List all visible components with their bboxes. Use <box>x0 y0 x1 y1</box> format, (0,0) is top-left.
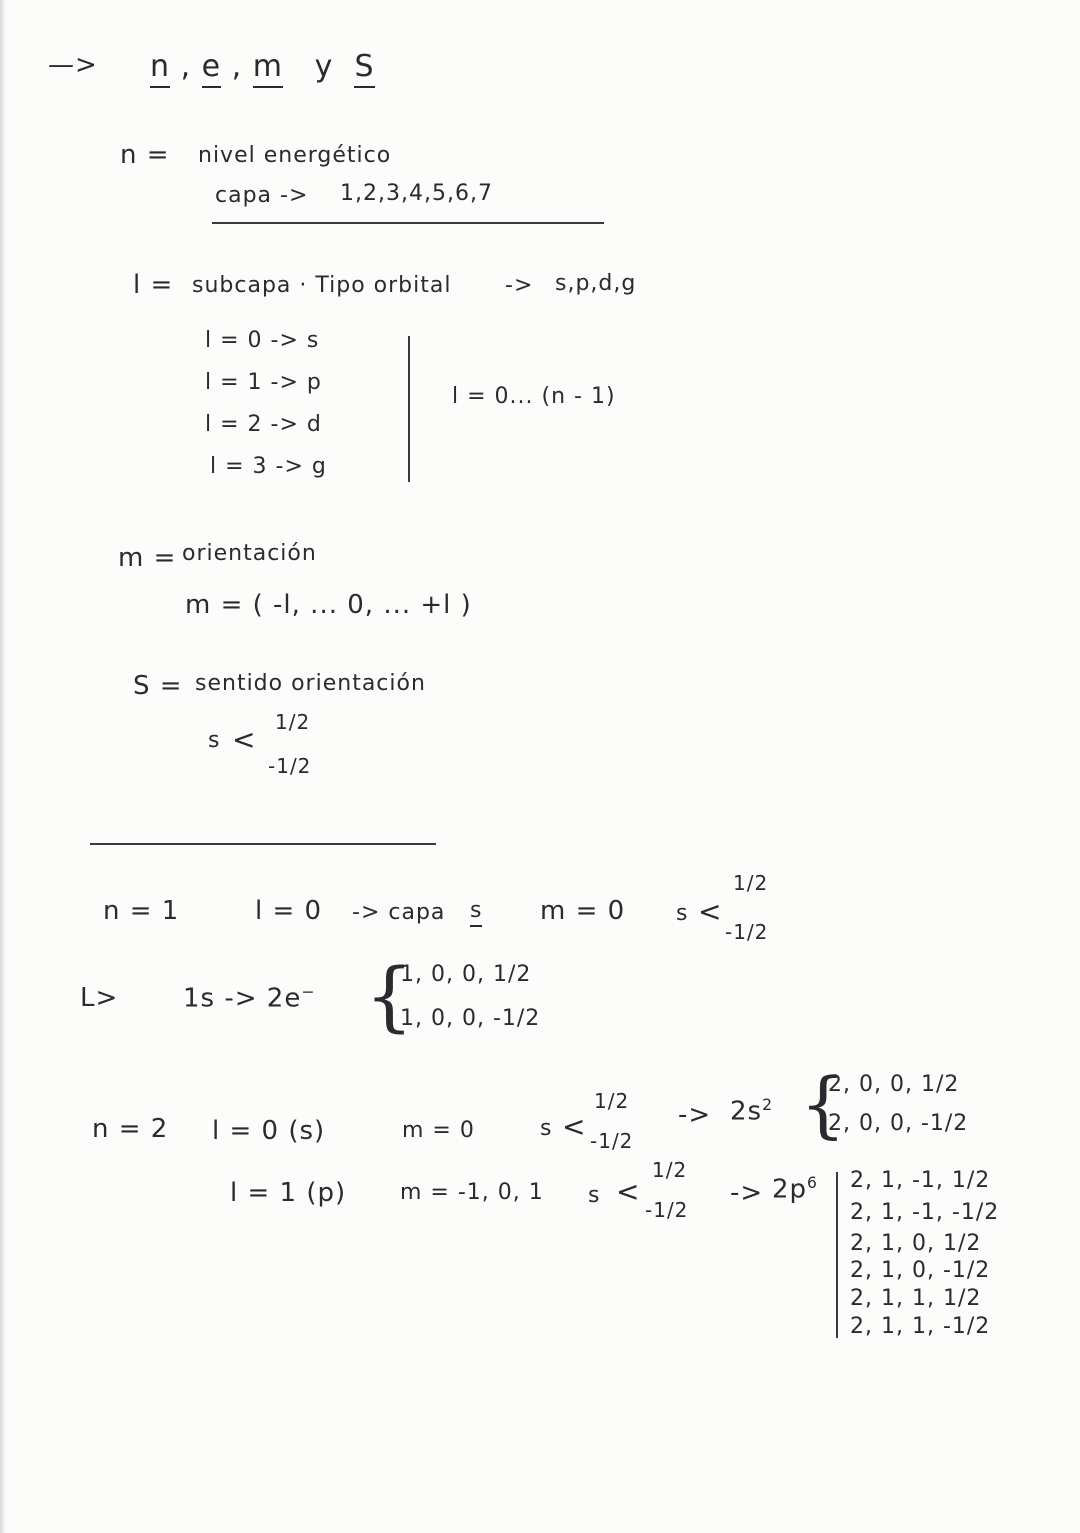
title-n: n <box>150 49 170 88</box>
n-def-label: n = <box>120 140 170 170</box>
l-range: l = 0... (n - 1) <box>452 384 616 409</box>
l-row-0: l = 0 -> s <box>205 328 320 353</box>
n2-s-s: s <box>540 1116 553 1141</box>
n1-s: s <box>676 901 689 926</box>
n2-s-m: m = 0 <box>402 1118 475 1143</box>
s-def-branch-icon: < <box>232 723 257 756</box>
n2-p-branch-icon: < <box>616 1175 641 1208</box>
n2-s-minus: -1/2 <box>590 1129 634 1153</box>
n-capa-underline <box>212 222 604 224</box>
n2-s-set-1: 2, 0, 0, -1/2 <box>828 1111 969 1136</box>
n1-capa-s <box>470 900 482 922</box>
n2-p-plus: 1/2 <box>652 1158 688 1182</box>
l-row-3: l = 3 -> g <box>210 454 327 479</box>
n-capa-values: 1,2,3,4,5,6,7 <box>340 181 493 206</box>
s-def-label: S = <box>133 671 183 701</box>
n2-p-set-0: 2, 1, -1, 1/2 <box>850 1168 991 1193</box>
n-def-text: nivel energético <box>198 143 392 168</box>
n2-s-orbital-text: 2s <box>730 1096 763 1127</box>
title-m: m <box>253 49 283 88</box>
n2-p-set-4: 2, 1, 1, 1/2 <box>850 1286 982 1311</box>
n1-s-plus: 1/2 <box>733 871 769 895</box>
title-sep-1: , <box>180 49 192 84</box>
title-arrow: —> <box>48 50 98 80</box>
s-def-minus: -1/2 <box>268 754 312 778</box>
n2-p-orbital <box>772 1176 818 1203</box>
m-formula: m = ( -l, ... 0, ... +l ) <box>185 590 472 620</box>
n2-s-plus: 1/2 <box>594 1089 630 1113</box>
title-line <box>150 49 375 84</box>
n1-m: m = 0 <box>540 896 626 926</box>
n1-set-1: 1, 0, 0, -1/2 <box>400 1006 541 1031</box>
n1-brace: { <box>365 951 414 1040</box>
n2-s-arrow: -> <box>678 1100 712 1130</box>
s-def-s: s <box>208 728 221 753</box>
n1-orbital-text: 1s -> 2e <box>183 983 302 1014</box>
n2-p-arrow: -> <box>730 1178 764 1208</box>
n2-s-branch-icon: < <box>562 1110 587 1143</box>
n1-l: l = 0 <box>255 896 323 926</box>
n2-p-set-5: 2, 1, 1, -1/2 <box>850 1314 991 1339</box>
n1-s-branch-icon: < <box>698 895 723 928</box>
n2-p-minus: -1/2 <box>645 1198 689 1222</box>
s-def-text: sentido orientación <box>195 671 426 696</box>
n2-p-m: m = -1, 0, 1 <box>400 1180 544 1205</box>
n2-s-brace: { <box>800 1062 846 1146</box>
l-row-1: l = 1 -> p <box>205 370 322 395</box>
n1-orbital: 1s -> 2e− <box>183 983 316 1014</box>
m-def-label: m = <box>118 543 177 573</box>
n2-label: n = 2 <box>92 1114 169 1144</box>
n2-s-l: l = 0 (s) <box>212 1116 326 1146</box>
n2-p-set-2: 2, 1, 0, 1/2 <box>850 1231 982 1256</box>
n2-p-s: s <box>588 1183 601 1208</box>
n2-s-set-0: 2, 0, 0, 1/2 <box>828 1072 960 1097</box>
title-s: S <box>354 49 374 88</box>
n2-s-orbital-sup: 2 <box>762 1096 774 1114</box>
n2-s-orbital <box>730 1098 773 1125</box>
l-def-arrow: -> <box>505 273 534 298</box>
m-def-text: orientación <box>182 541 317 566</box>
n2-p-set-1: 2, 1, -1, -1/2 <box>850 1200 1000 1225</box>
title-l: e <box>202 49 221 88</box>
page-edge-shadow <box>0 0 6 1533</box>
n1-arrow: L> <box>80 983 119 1013</box>
n2-p-l: l = 1 (p) <box>230 1178 347 1208</box>
n1-s-minus: -1/2 <box>725 920 769 944</box>
section-divider <box>90 843 436 845</box>
n1-capa-s-text: s <box>470 898 482 927</box>
l-brace <box>408 336 410 482</box>
title-sep-2: , <box>231 49 243 84</box>
n2-p-orbital-sup: 6 <box>807 1174 818 1192</box>
l-def-types: s,p,d,g <box>555 271 637 296</box>
n2-p-set-3: 2, 1, 0, -1/2 <box>850 1258 991 1283</box>
l-def-text: subcapa · Tipo orbital <box>192 273 452 298</box>
s-def-plus: 1/2 <box>275 710 311 734</box>
n-capa-label: capa -> <box>215 183 309 208</box>
n2-p-orbital-text: 2p <box>772 1174 808 1205</box>
title-y: y <box>314 49 334 84</box>
l-def-label: l = <box>133 270 174 300</box>
n1-label: n = 1 <box>103 896 180 926</box>
n1-capa: -> capa <box>352 900 446 925</box>
l-row-2: l = 2 -> d <box>205 412 322 437</box>
n2-p-brace <box>836 1172 838 1338</box>
n1-set-0: 1, 0, 0, 1/2 <box>400 962 532 987</box>
